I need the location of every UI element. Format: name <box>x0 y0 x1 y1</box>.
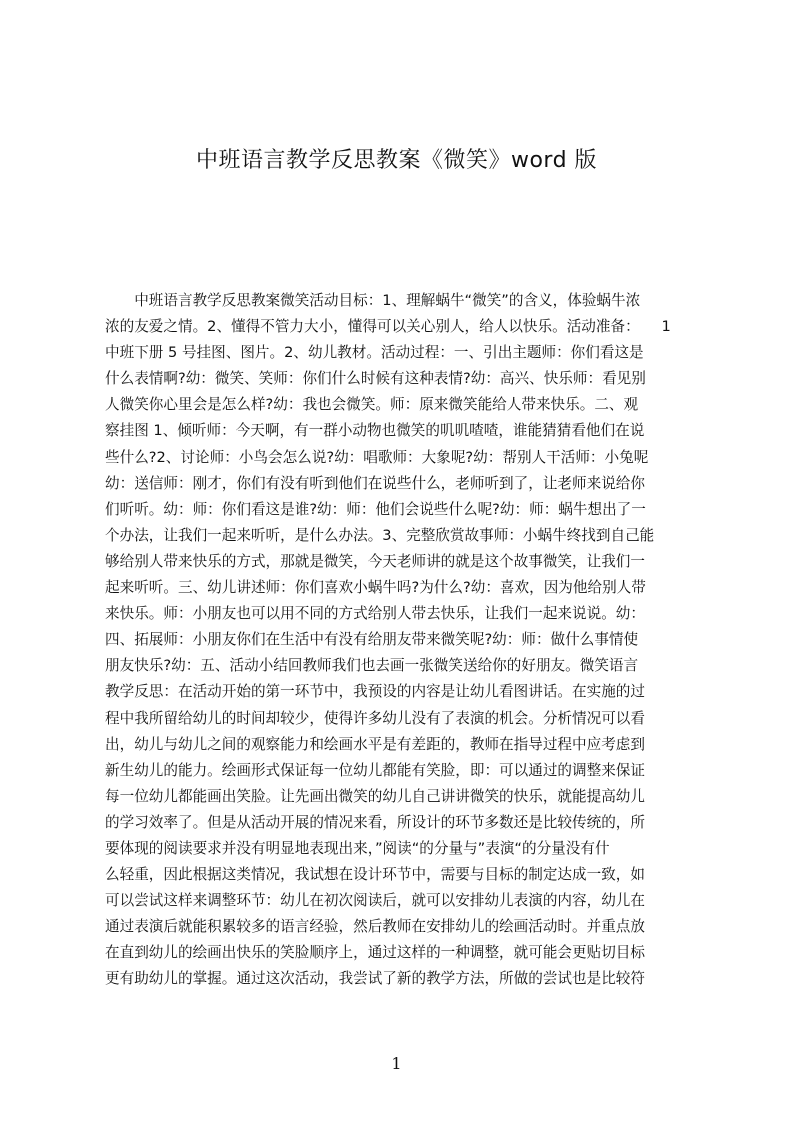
body-line: 在直到幼儿的绘画出快乐的笑脸顺序上，通过这样的一种调整，就可能会更贴切目标 <box>105 944 645 962</box>
document-body <box>105 288 701 993</box>
body-line: 要体现的阅读要求并没有明显地表现出来，”阅读“的分量与”表演“的分量没有什 <box>105 839 610 857</box>
document-title: 中班语言教学反思教案《微笑》word 版 <box>195 148 598 173</box>
body-line: 够给别人带来快乐的方式，那就是微笑，今天老师讲的就是这个故事微笑，让我们一 <box>105 552 645 570</box>
body-line: 更有助幼儿的掌握。通过这次活动，我尝试了新的教学方法，所做的尝试也是比较符 <box>105 970 645 988</box>
body-line: 个办法，让我们一起来听听，是什么办法。3、完整欣赏故事师：小蜗牛终找到自己能 <box>105 526 655 544</box>
body-line: 的学习效率了。但是从活动开展的情况来看，所设计的环节多数还是比较传统的，所 <box>105 813 645 831</box>
body-line: 起来听听。三、幼儿讲述师：你们喜欢小蜗牛吗?为什么?幼：喜欢，因为他给别人带 <box>105 579 646 597</box>
body-line: 中班语言教学反思教案微笑活动目标：1、理解蜗牛“微笑”的含义，体验蜗牛浓 <box>105 292 641 309</box>
body-line: 每一位幼儿都能画出笑脸。让先画出微笑的幼儿自己讲讲微笑的快乐，就能提高幼儿 <box>105 787 645 805</box>
body-line: 些什么?2、讨论师：小鸟会怎么说?幼：唱歌师：大象呢?幼：帮别人干活师：小兔呢 <box>105 448 649 466</box>
body-line: 四、拓展师：小朋友你们在生活中有没有给朋友带来微笑呢?幼：师：做什么事情使 <box>105 631 639 649</box>
body-line: 通过表演后就能积累较多的语言经验，然后教师在安排幼儿的绘画活动时。并重点放 <box>105 918 645 936</box>
body-line: 教学反思：在活动开始的第一环节中，我预设的内容是让幼儿看图讲话。在实施的过 <box>105 683 645 701</box>
page-number: 1 <box>391 1054 402 1073</box>
body-line: 幼：送信师：刚才，你们有没有听到他们在说些什么，老师听到了，让老师来说给你 <box>105 474 645 492</box>
body-line: 浓的友爱之情。2、懂得不管力大小，懂得可以关心别人，给人以快乐。活动准备： 1 <box>105 318 671 336</box>
body-line: 中班下册 5 号挂图、图片。2、幼儿教材。活动过程：一、引出主题师：你们看这是 <box>105 344 644 362</box>
body-line: 么轻重，因此根据这类情况，我试想在设计环节中，需要与目标的制定达成一致，如 <box>105 866 645 884</box>
body-line: 出，幼儿与幼儿之间的观察能力和绘画水平是有差距的，教师在指导过程中应考虑到 <box>105 735 645 753</box>
body-line: 察挂图 1、倾听师：今天啊，有一群小动物也微笑的叽叽喳喳，谁能猜猜看他们在说 <box>105 422 645 440</box>
body-line: 们听听。幼：师：你们看这是谁?幼：师：他们会说些什么呢?幼：师：蜗牛想出了一 <box>105 500 646 518</box>
body-line: 来快乐。师：小朋友也可以用不同的方式给别人带去快乐，让我们一起来说说。幼： <box>105 605 645 623</box>
body-line: 新生幼儿的能力。绘画形式保证每一位幼儿都能有笑脸，即：可以通过的调整来保证 <box>105 761 645 779</box>
body-line: 程中我所留给幼儿的时间却较少，使得许多幼儿没有了表演的机会。分析情况可以看 <box>105 709 645 727</box>
body-line: 可以尝试这样来调整环节：幼儿在初次阅读后，就可以安排幼儿表演的内容，幼儿在 <box>105 892 645 910</box>
body-line: 什么表情啊?幼：微笑、笑师：你们什么时候有这种表情?幼：高兴、快乐师：看见别 <box>105 370 646 388</box>
body-line: 朋友快乐?幼：五、活动小结回教师我们也去画一张微笑送给你的好朋友。微笑语言 <box>105 657 639 675</box>
body-line: 人微笑你心里会是怎么样?幼：我也会微笑。师：原来微笑能给人带来快乐。二、观 <box>105 396 639 414</box>
